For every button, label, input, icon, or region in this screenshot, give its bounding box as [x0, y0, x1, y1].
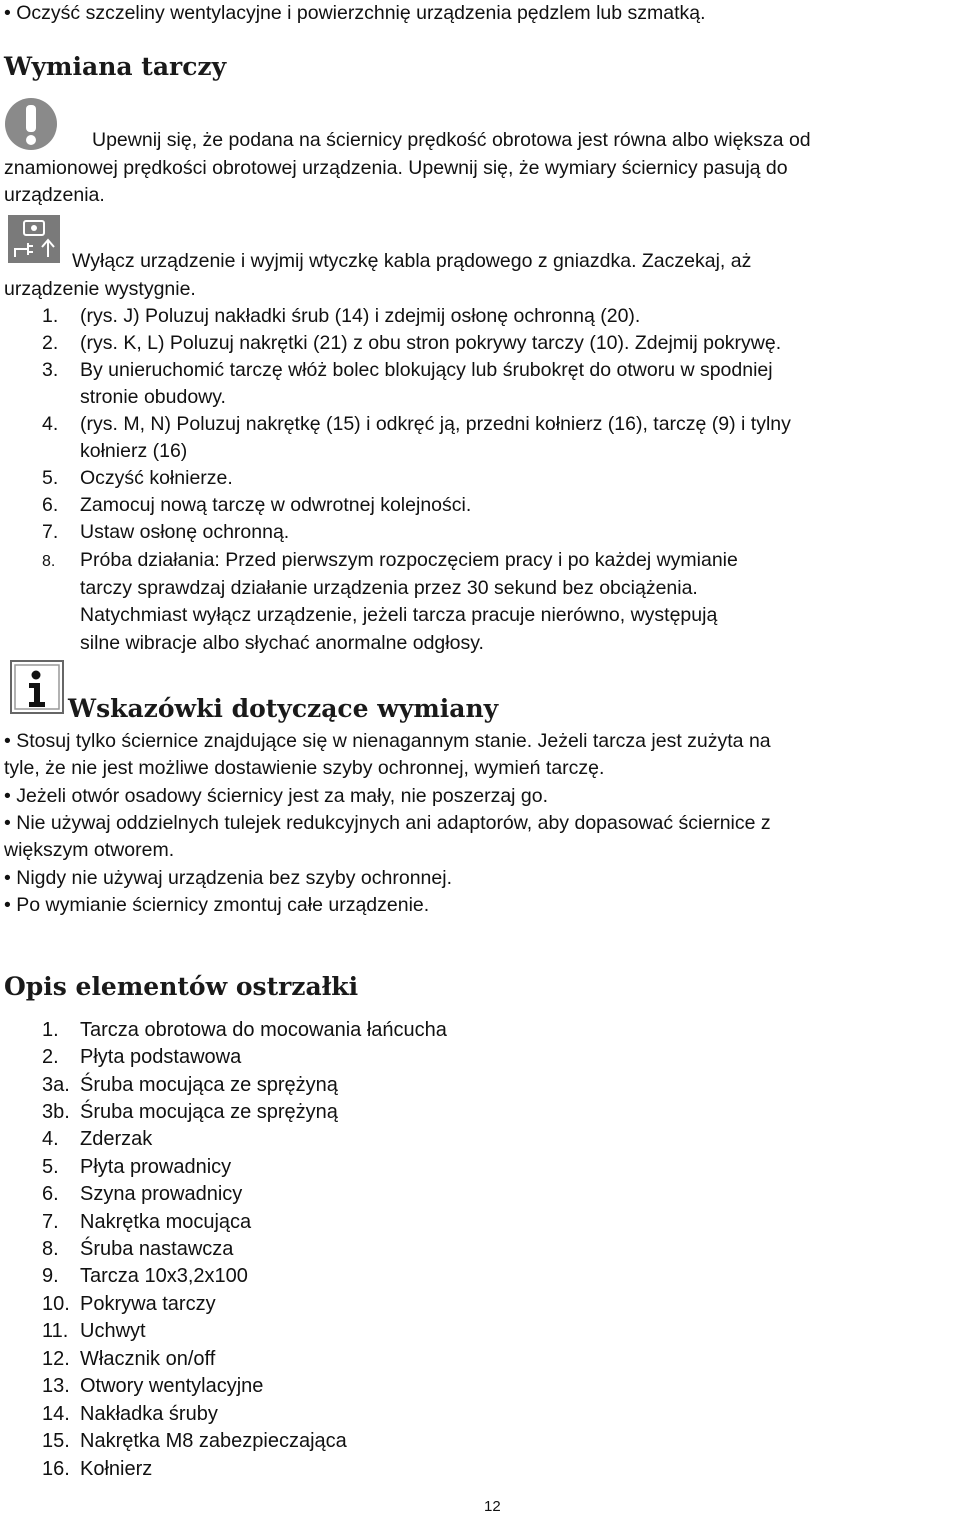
bullet-icon: •: [4, 2, 11, 24]
unplug-line-1: Wyłącz urządzenie i wyjmij wtyczkę kabla prądowego z gniazdka. Zaczekaj, aż: [72, 250, 752, 272]
section-title-opis: Opis elementów ostrzałki: [4, 972, 359, 1001]
step-number: 8.: [42, 553, 56, 570]
part-name: Płyta prowadnicy: [80, 1156, 232, 1178]
tip-text: Stosuj tylko ściernice znajdujące się w nienagannym stanie. Jeżeli tarcza jest zużyta na: [16, 730, 771, 752]
step-text: Oczyść kołnierze.: [80, 467, 233, 489]
step-number: 6.: [42, 494, 59, 516]
step-number: 3.: [42, 359, 59, 381]
bullet-icon: •: [4, 812, 11, 834]
part-number: 13.: [42, 1375, 70, 1397]
part-number: 11.: [42, 1320, 69, 1342]
tip-text: Jeżeli otwór osadowy ściernicy jest za mały, nie poszerzaj go.: [16, 785, 549, 807]
part-name: Kołnierz: [80, 1458, 153, 1480]
step-text: (rys. K, L) Poluzuj nakrętki (21) z obu stron pokrywy tarczy (10). Zdejmij pokrywę.: [80, 332, 782, 354]
unplug-line-2: urządzenie wystygnie.: [4, 278, 196, 300]
part-number: 3a.: [42, 1074, 70, 1096]
part-number: 2.: [42, 1046, 59, 1068]
warning-line-1: Upewnij się, że podana na ściernicy prędkość obrotowa jest równa albo większa od: [92, 129, 811, 151]
section-title-wskazowki: Wskazówki dotyczące wymiany: [68, 694, 499, 723]
step-text: Natychmiast wyłącz urządzenie, jeżeli tarcza pracuje nierówno, występują: [80, 604, 718, 626]
part-name: Włacznik on/off: [80, 1348, 216, 1370]
part-number: 3b.: [42, 1101, 70, 1123]
part-name: Otwory wentylacyjne: [80, 1375, 264, 1397]
unplug-icon: [8, 215, 60, 263]
part-number: 14.: [42, 1403, 70, 1425]
part-name: Uchwyt: [80, 1320, 146, 1342]
list-item: [4, 783, 548, 810]
part-name: Pokrywa tarczy: [80, 1293, 216, 1315]
step-text: Ustaw osłonę ochronną.: [80, 521, 290, 543]
part-number: 5.: [42, 1156, 59, 1178]
tip-text: tyle, że nie jest możliwe dostawienie szyby ochronnej, wymień tarczę.: [4, 757, 605, 779]
list-item: [4, 728, 771, 755]
part-name: Śruba nastawcza: [80, 1238, 234, 1260]
step-text: Próba działania: Przed pierwszym rozpoczęciem pracy i po każdej wymianie: [80, 549, 738, 571]
step-text: tarczy sprawdzaj działanie urządzenia przez 30 sekund bez obciążenia.: [80, 577, 698, 599]
step-text: (rys. M, N) Poluzuj nakrętkę (15) i odkręć ją, przedni kołnierz (16), tarczę (9) i tylny: [80, 413, 791, 435]
part-number: 9.: [42, 1265, 59, 1287]
bullet-icon: •: [4, 730, 11, 752]
step-text: By unieruchomić tarczę włóż bolec blokujący lub śrubokręt do otworu w spodniej: [80, 359, 773, 381]
tip-text: większym otworem.: [4, 839, 175, 861]
list-item: [4, 865, 452, 892]
step-number: 1.: [42, 305, 59, 327]
part-name: Tarcza obrotowa do mocowania łańcucha: [80, 1019, 447, 1041]
step-number: 5.: [42, 467, 59, 489]
step-text: kołnierz (16): [80, 440, 188, 462]
part-name: Zderzak: [80, 1128, 153, 1150]
part-number: 8.: [42, 1238, 59, 1260]
step-number: 7.: [42, 521, 59, 543]
part-number: 10.: [42, 1293, 70, 1315]
step-number: 4.: [42, 413, 59, 435]
part-number: 6.: [42, 1183, 59, 1205]
tip-text: Po wymianie ściernicy zmontuj całe urządzenie.: [16, 894, 430, 916]
part-number: 12.: [42, 1348, 70, 1370]
step-text: (rys. J) Poluzuj nakładki śrub (14) i zdejmij osłonę ochronną (20).: [80, 305, 641, 327]
part-name: Śruba mocująca ze sprężyną: [80, 1101, 338, 1123]
list-item: [4, 892, 429, 919]
part-name: Nakrętka M8 zabezpieczająca: [80, 1430, 347, 1452]
exclamation-icon: [4, 97, 58, 151]
part-name: Szyna prowadnicy: [80, 1183, 243, 1205]
step-text: silne wibracje albo słychać anormalne odgłosy.: [80, 632, 484, 654]
part-name: Tarcza 10x3,2x100: [80, 1265, 248, 1287]
bullet-icon: •: [4, 894, 11, 916]
part-number: 1.: [42, 1019, 59, 1041]
top-bullet-text: Oczyść szczeliny wentylacyjne i powierzchnię urządzenia pędzlem lub szmatką.: [16, 2, 706, 24]
step-number: 2.: [42, 332, 59, 354]
warning-line-3: urządzenia.: [4, 184, 105, 206]
section-title-wymiana: Wymiana tarczy: [4, 52, 227, 81]
part-name: Płyta podstawowa: [80, 1046, 242, 1068]
tip-text: Nigdy nie używaj urządzenia bez szyby ochronnej.: [16, 867, 452, 889]
bullet-icon: •: [4, 785, 11, 807]
top-bullet: [4, 0, 706, 27]
bullet-icon: •: [4, 867, 11, 889]
warning-line-2: znamionowej prędkości obrotowej urządzenia. Upewnij się, że wymiary ściernicy pasują do: [4, 157, 788, 179]
part-name: Śruba mocująca ze sprężyną: [80, 1074, 338, 1096]
part-number: 4.: [42, 1128, 59, 1150]
part-number: 15.: [42, 1430, 70, 1452]
list-item: [4, 810, 771, 837]
info-icon: [10, 660, 64, 714]
step-text: stronie obudowy.: [80, 386, 226, 408]
page-number: 12: [484, 1498, 501, 1515]
part-number: 16.: [42, 1458, 70, 1480]
part-name: Nakrętka mocująca: [80, 1211, 252, 1233]
part-number: 7.: [42, 1211, 59, 1233]
step-text: Zamocuj nową tarczę w odwrotnej kolejności.: [80, 494, 472, 516]
part-name: Nakładka śruby: [80, 1403, 218, 1425]
tip-text: Nie używaj oddzielnych tulejek redukcyjnych ani adaptorów, aby dopasować ściernice z: [16, 812, 771, 834]
